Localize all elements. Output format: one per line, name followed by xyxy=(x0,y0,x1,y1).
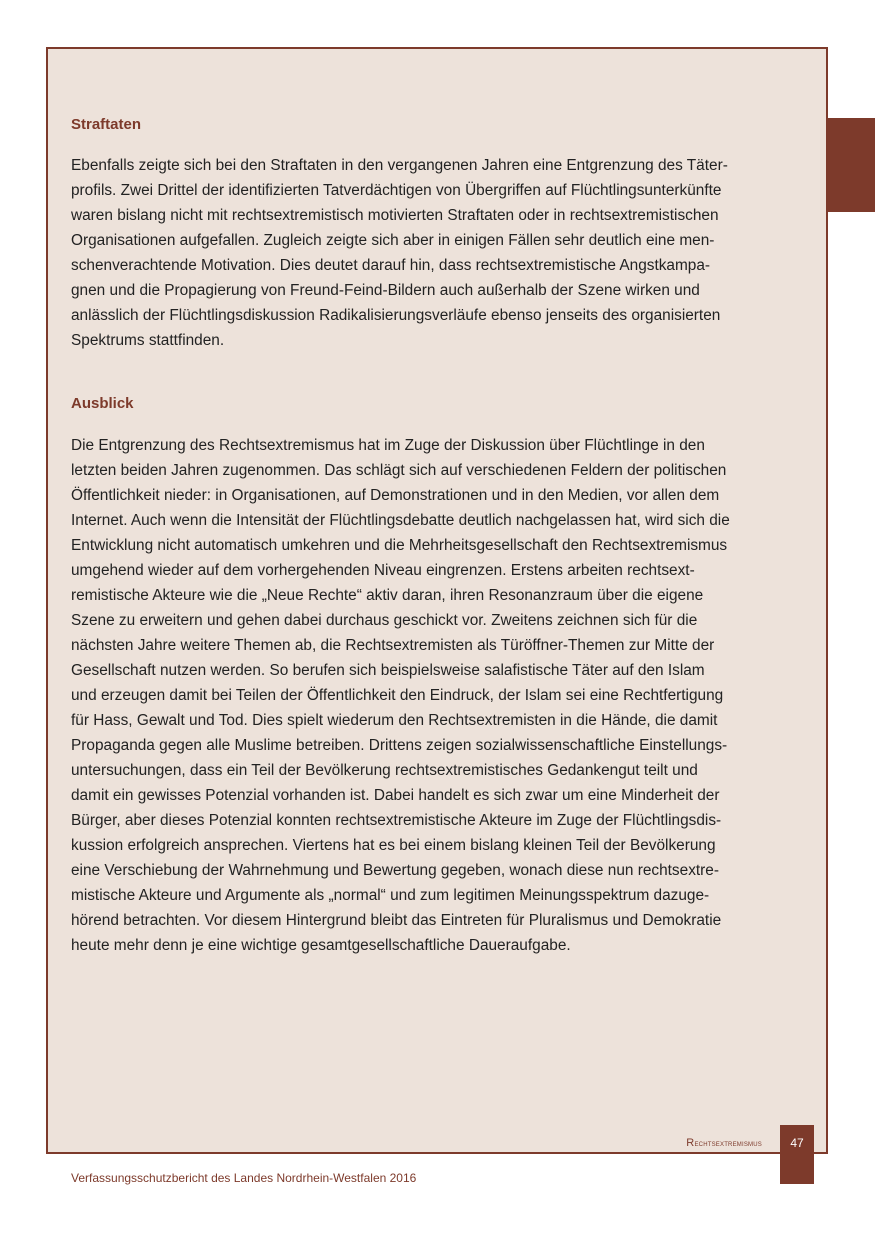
page-number-box xyxy=(780,1125,814,1184)
text-line: kussion erfolgreich ansprechen. Viertens hat es bei einem bislang kleinen Teil der Bevölkerung xyxy=(71,837,716,854)
text-line: nächsten Jahre weitere Themen ab, die Rechtsextremisten als Türöffner-Themen zur Mitte der xyxy=(71,637,715,654)
text-line: Organisationen aufgefallen. Zugleich zeigte sich aber in einigen Fällen sehr deutlich eine men- xyxy=(71,232,715,249)
footer-text: Verfassungsschutzbericht des Landes Nordrhein-Westfalen 2016 xyxy=(71,1171,417,1185)
running-head: Rechtsextremismus xyxy=(686,1137,762,1149)
text-line: damit ein gewisses Potenzial vorhanden ist. Dabei handelt es sich zwar um eine Minderheit der xyxy=(71,787,720,804)
text-line: umgehend wieder auf dem vorhergehenden Niveau eingrenzen. Erstens arbeiten rechtsext- xyxy=(71,562,695,579)
text-line: remistische Akteure wie die „Neue Rechte“ aktiv daran, ihren Resonanzraum über die eigene xyxy=(71,587,704,604)
text-line: Entwicklung nicht automatisch umkehren und die Mehrheitsgesellschaft den Rechtsextremismus xyxy=(71,537,728,554)
text-line: untersuchungen, dass ein Teil der Bevölkerung rechtsextremistisches Gedankengut teilt und xyxy=(71,762,698,779)
paragraph-ausblick xyxy=(71,433,791,958)
text-line: schenverachtende Motivation. Dies deutet darauf hin, dass rechtsextremistische Angstkampa- xyxy=(71,257,711,274)
text-line: Szene zu erweitern und gehen dabei durchaus geschickt vor. Zweitens zeichnen sich für die xyxy=(71,612,698,629)
text-line: waren bislang nicht mit rechtsextremistisch motivierten Straftaten oder in rechtsextremistischen xyxy=(71,207,719,224)
text-line: Öffentlichkeit nieder: in Organisationen, auf Demonstrationen und in den Medien, vor allen dem xyxy=(71,487,720,504)
text-line: hörend betrachten. Vor diesem Hintergrund bleibt das Eintreten für Pluralismus und Demokratie xyxy=(71,912,722,929)
text-line: mistische Akteure und Argumente als „normal“ und zum legitimen Meinungsspektrum dazuge- xyxy=(71,887,710,904)
page-number: 47 xyxy=(790,1136,804,1150)
text-line: Spektrums stattfinden. xyxy=(71,332,225,349)
text-line: für Hass, Gewalt und Tod. Dies spielt wiederum den Rechtsextremisten in die Hände, die damit xyxy=(71,712,718,729)
paragraph-straftaten xyxy=(71,153,791,353)
text-line: Propaganda gegen alle Muslime betreiben. Drittens zeigen sozialwissenschaftliche Einstellungs- xyxy=(71,737,728,754)
text-line: eine Verschiebung der Wahrnehmung und Bewertung gegeben, wonach diese nun rechtsextre- xyxy=(71,862,719,879)
chapter-tab xyxy=(828,118,875,212)
text-line: Die Entgrenzung des Rechtsextremismus hat im Zuge der Diskussion über Flüchtlinge in den xyxy=(71,437,705,454)
text-line: Internet. Auch wenn die Intensität der Flüchtlingsdebatte deutlich nachgelassen hat, wird sich die xyxy=(71,512,730,529)
text-line: heute mehr denn je eine wichtige gesamtgesellschaftliche Daueraufgabe. xyxy=(71,937,571,954)
heading-straftaten: Straftaten xyxy=(71,116,142,133)
text-line: letzten beiden Jahren zugenommen. Das schlägt sich auf verschiedenen Feldern der politischen xyxy=(71,462,727,479)
text-line: anlässlich der Flüchtlingsdiskussion Radikalisierungsverläufe ebenso jenseits des organisierten xyxy=(71,307,721,324)
heading-ausblick: Ausblick xyxy=(71,395,134,412)
text-line: und erzeugen damit bei Teilen der Öffentlichkeit den Eindruck, der Islam sei eine Rechtfertigung xyxy=(71,687,724,704)
text-line: Bürger, aber dieses Potenzial konnten rechtsextremistische Akteure im Zuge der Flüchtlingsdis- xyxy=(71,812,722,829)
text-line: Ebenfalls zeigte sich bei den Straftaten in den vergangenen Jahren eine Entgrenzung des Täter- xyxy=(71,157,728,174)
text-line: profils. Zwei Drittel der identifizierten Tatverdächtigen von Übergriffen auf Flüchtlingsunterkünfte xyxy=(71,182,722,199)
text-line: Gesellschaft nutzen werden. So berufen sich beispielsweise salafistische Täter auf den Islam xyxy=(71,662,705,679)
text-line: gnen und die Propagierung von Freund-Feind-Bildern auch außerhalb der Szene wirken und xyxy=(71,282,700,299)
